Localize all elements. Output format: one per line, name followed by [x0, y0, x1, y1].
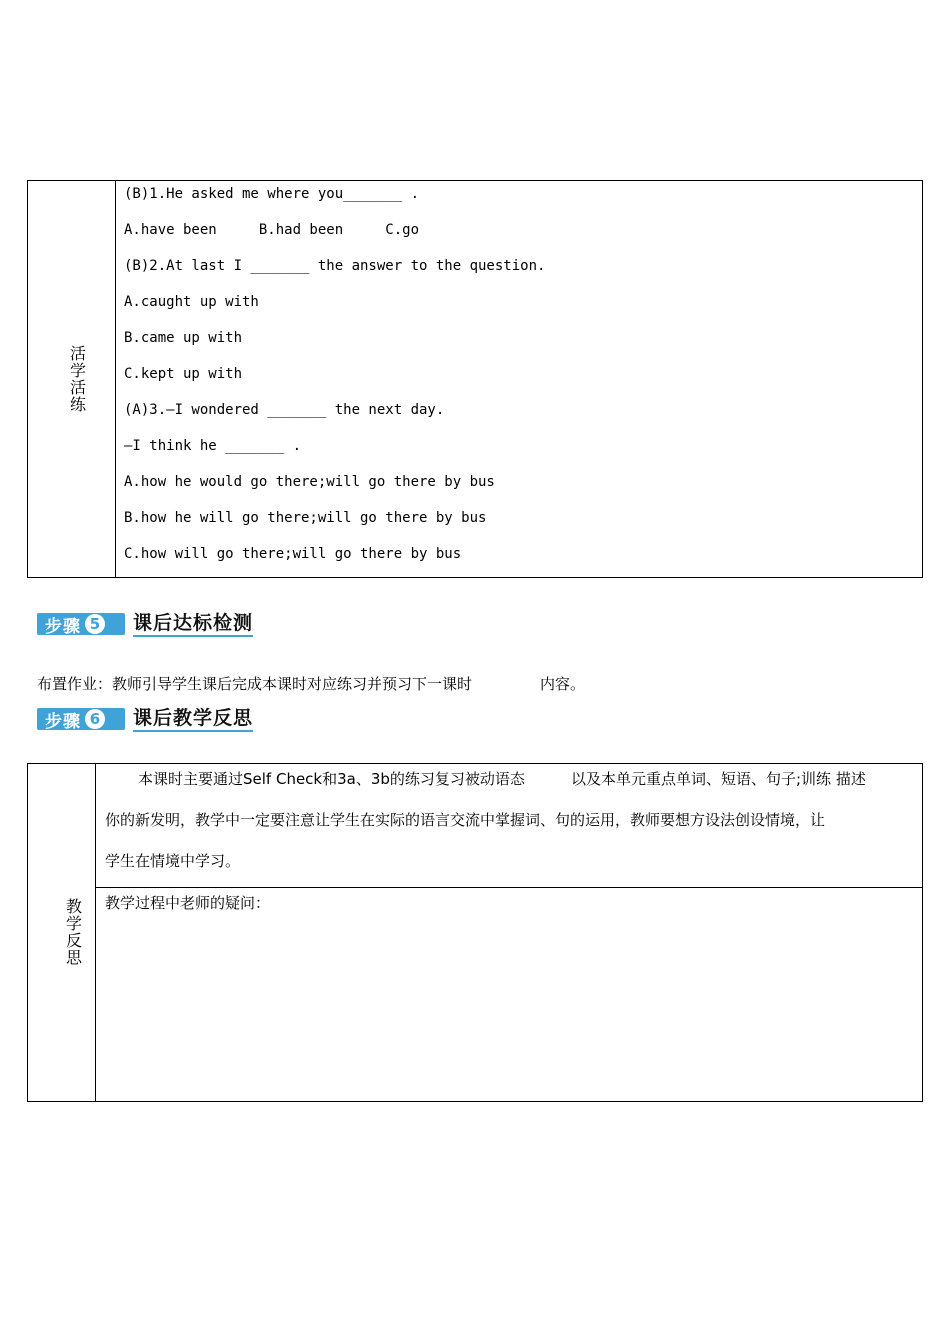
question-2-option-b: B.came up with — [124, 330, 243, 346]
question-1: (B)1.He asked me where you_______ . — [124, 186, 420, 202]
homework-text: 布置作业：教师引导学生课后完成本课时对应练习并预习下一课时 — [37, 675, 473, 693]
question-3-option-a: A.how he would go there;will go there by bus — [124, 474, 495, 490]
question-3-option-c: C.how will go there;will go there by bus — [124, 546, 462, 562]
teacher-questions-label: 教学过程中老师的疑问： — [105, 894, 271, 912]
step6-badge: 步骤 6 — [37, 708, 125, 730]
step5-title: 课后达标检测 — [133, 611, 253, 637]
step6-heading — [37, 706, 253, 732]
question-2: (B)2.At last I _______ the answer to the question. — [124, 258, 546, 274]
step5-badge: 步骤 5 — [37, 613, 125, 635]
practice-label: 活 学 活 练 — [69, 344, 86, 414]
reflection-line-1-tail: 以及本单元重点单词、短语、句子;训练 描述 — [571, 770, 866, 788]
reflection-line-1: 本课时主要通过Self Check和3a、3b的练习复习被动语态 — [138, 770, 525, 788]
reflection-label: 教 学 反 思 — [65, 897, 82, 967]
reflection-table-divider — [95, 763, 96, 1102]
question-3-option-b: B.how he will go there;will go there by bus — [124, 510, 487, 526]
step6-number: 6 — [85, 709, 105, 729]
homework-tail: 内容。 — [540, 675, 586, 693]
reflection-row-divider — [95, 887, 923, 888]
step5-heading — [37, 611, 253, 637]
question-3-reply: —I think he _______ . — [124, 438, 302, 454]
reflection-line-3: 学生在情境中学习。 — [105, 852, 241, 870]
practice-table-divider — [115, 180, 116, 578]
step5-number: 5 — [85, 614, 105, 634]
reflection-line-2: 你的新发明，教学中一定要注意让学生在实际的语言交流中掌握词、句的运用，教师要想方设法创设情境，让 — [105, 811, 826, 829]
question-2-option-c: C.kept up with — [124, 366, 243, 382]
question-1-options: A.have been B.had been C.go — [124, 222, 420, 238]
step6-title: 课后教学反思 — [133, 706, 253, 732]
question-3: (A)3.—I wondered _______ the next day. — [124, 402, 445, 418]
question-2-option-a: A.caught up with — [124, 294, 259, 310]
